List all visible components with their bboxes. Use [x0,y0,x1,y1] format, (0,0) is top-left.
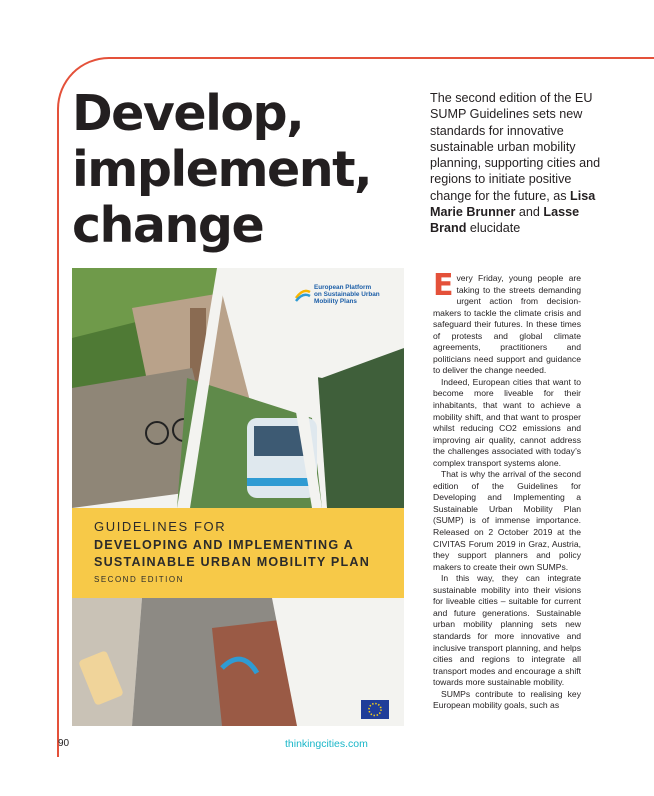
article-paragraph: That is why the arrival of the second edition of the Guidelines for Developing and Implementing a Sustainable Urban Mobility Plan (SUMP) is of immense importance. Released on 2 October 2019 at the CIVITAS Forum 2019 in Graz, Austria, they support planners and policy makers to create their own SUMPs. [433,469,581,572]
standfirst-connector: and [515,205,544,220]
eltis-logo-text [314,284,380,306]
headline-line: Develop, [72,85,304,142]
cover-title-line: GUIDELINES FOR [94,519,227,534]
logo-text-line: Mobility Plans [314,298,357,306]
cover-title-line: SUSTAINABLE URBAN MOBILITY PLAN [94,555,371,569]
author-name: Lisa Marie Brunner [430,188,596,220]
cover-title-band [72,508,404,598]
author-name: Lasse Brand [430,205,580,236]
tram-stripe [247,478,317,486]
headline [72,86,402,254]
standfirst-text: The second edition of the EU SUMP Guidelines sets new standards for innovative sustainable urban mobility planning, supporting cities and regions to initiate positive change for the future, as [430,91,601,203]
website-link[interactable]: thinkingcities.com [285,738,368,750]
article-paragraph: Indeed, European cities that want to become more liveable for their inhabitants, that want to achieve a mobility shift, and that want to prosper whilst reducing CO2 emissions and improving air quality, cannot address the challenges associated with today’s complex transport systems alone. [433,376,581,468]
cover-edition: SECOND EDITION [94,575,184,584]
article-body [433,268,581,712]
article-paragraph: SUMPs contribute to realising key European mobility goals, such as [433,688,581,711]
logo-text-line: on Sustainable Urban [314,291,380,299]
article-paragraph: In this way, they can integrate sustainable mobility into their visions for liveable cities – suitable for current and future generations. Sustainable urban mobility planning sets new standards for more innovative and inclusive transport planning, and helps cities and regions to integrate all transport modes and encourage a shift towards more sustainable mobility. [433,573,581,688]
eu-flag-icon [361,700,389,719]
page-number: 90 [58,738,70,749]
headline-line: implement, [72,141,372,198]
standfirst-ending: elucidate [466,221,521,236]
cover-photo-collage [72,268,404,726]
eltis-logo-icon [294,286,312,304]
drop-cap: E [433,268,454,303]
cover-title-line: DEVELOPING AND IMPLEMENTING A [94,538,354,552]
guidelines-cover-image [72,268,404,726]
headline-line: change [72,197,264,254]
article-paragraph [433,268,581,377]
logo-text-line: European Platform [314,284,372,291]
standfirst [430,90,610,237]
paragraph-text: very Friday, young people are taking to the streets demanding urgent action from decision-makers to tackle the climate crisis and safeguard their futures. In these times of protests and global climate agreements, practitioners and politicians need support and guidance to deliver the change needed. [433,273,581,376]
